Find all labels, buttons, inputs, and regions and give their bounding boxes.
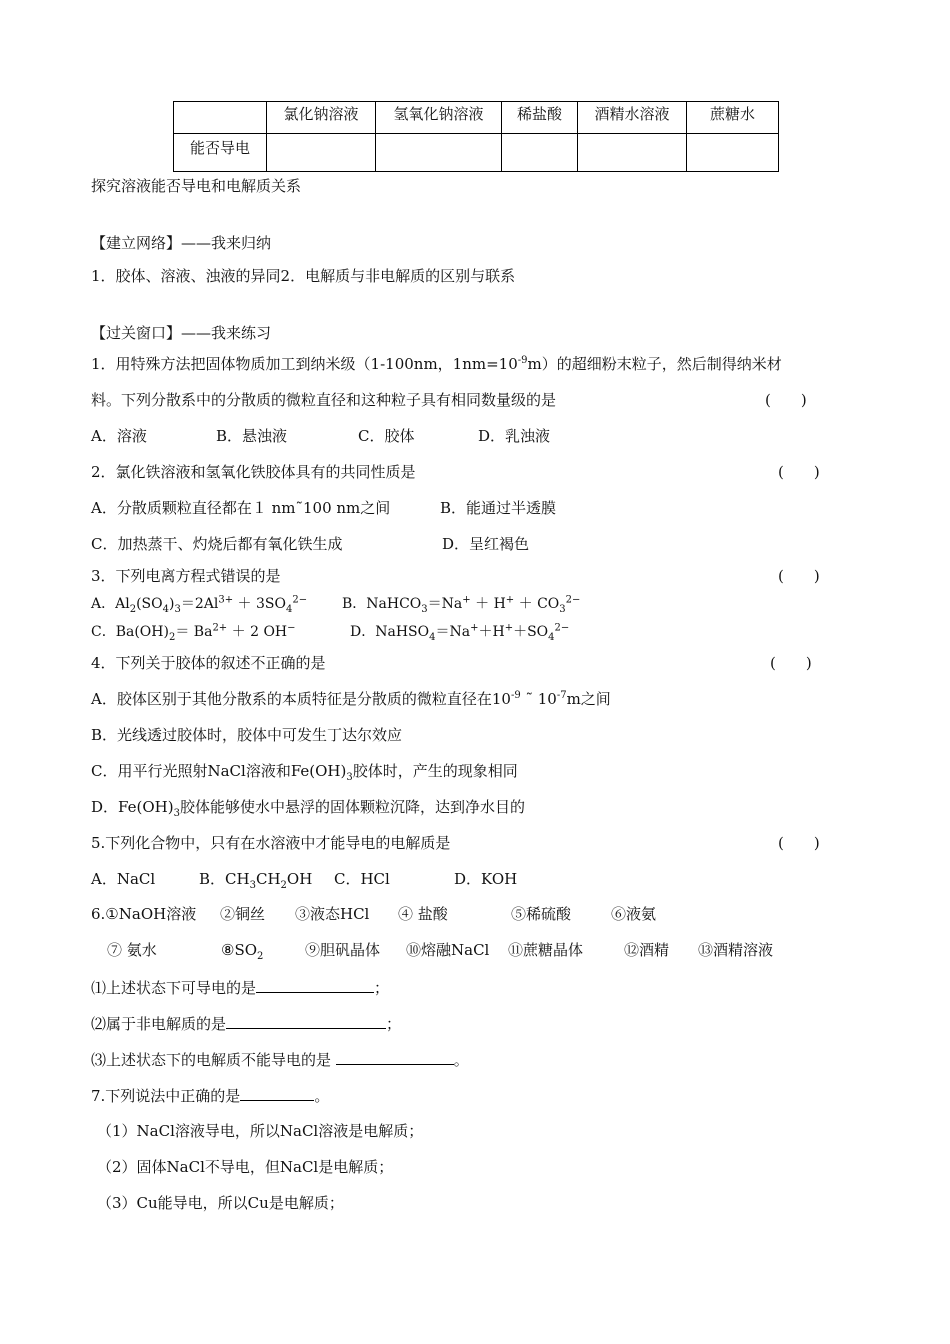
q7-stem: 7.下列说法中正确的是 。 [91, 1087, 330, 1105]
q1-option-b: B．悬浊液 [216, 427, 288, 445]
q5-option-a: A．NaCl [91, 870, 156, 888]
table-cell [578, 134, 687, 172]
table-header-cell: 稀盐酸 [502, 102, 578, 134]
q6-item: ④ 盐酸 [398, 905, 448, 923]
q6-item: ⑨胆矾晶体 [305, 941, 381, 959]
intro-text: 探究溶液能否导电和电解质关系 [91, 177, 302, 195]
q6-item: ⑫酒精 [624, 941, 670, 959]
q4-option-a: A．胶体区别于其他分散系的本质特征是分散质的微粒直径在$10^{-9}$ ˜ $10^{-7}m$之间 [91, 690, 611, 708]
q1-stem: 1．用特殊方法把固体物质加工到纳米级（1-100nm，$1nm=10^{-9}m$）的超细粉末粒子，然后制得纳米材 [91, 355, 782, 373]
practice-heading: 【过关窗口】——我来练习 [91, 324, 272, 342]
answer-blank[interactable] [256, 977, 374, 993]
q1-stem-line2: 料。下列分散系中的分散质的微粒直径和这种粒子具有相同数量级的是 [91, 391, 557, 409]
q2-option-c: C．加热蒸干、灼烧后都有氧化铁生成 [91, 535, 343, 553]
q4-stem: 4．下列关于胶体的叙述不正确的是 [91, 654, 326, 672]
q6-item: ⑤稀硫酸 [511, 905, 572, 923]
conductivity-table [173, 101, 779, 172]
q1-option-a: A．溶液 [91, 427, 147, 445]
table-header-cell: 氢氧化钠溶液 [376, 102, 502, 134]
q3-option-a: A．$Al_2(SO_4)_3=2Al^{3+} + 3SO_4^{2-}$ [91, 594, 308, 615]
q6-sub3: ⑶上述状态下的电解质不能导电的是 。 [91, 1051, 469, 1069]
table-header-cell: 氯化钠溶液 [267, 102, 376, 134]
q2-option-a: A．分散质颗粒直径都在１ nm˜100 nm之间 [91, 499, 391, 517]
q5-option-c: C．HCl [334, 870, 390, 888]
q3-option-b: B．NaHCO$_3$＝Na+ ＋ $H^+ + CO_3^{2-}$ [342, 594, 581, 615]
q4-option-d: D．$Fe(OH)_3$胶体能够使水中悬浮的固体颗粒沉降，达到净水目的 [91, 798, 525, 819]
q6-item: ⑪蔗糖晶体 [508, 941, 584, 959]
q5-stem: 5.下列化合物中，只有在水溶液中才能导电的电解质是 [91, 834, 451, 852]
table-corner-cell [174, 102, 267, 134]
q3-stem: 3．下列电离方程式错误的是 [91, 567, 281, 585]
answer-blank[interactable] [240, 1085, 314, 1101]
q2-answer-bracket: ( ) [778, 463, 820, 481]
q6-item: ⑩熔融NaCl [406, 941, 490, 959]
q6-item: $⑧SO_2$ [221, 941, 264, 962]
q2-option-b: B．能通过半透膜 [440, 499, 557, 517]
table-header-row [174, 102, 779, 134]
q5-answer-bracket: ( ) [778, 834, 820, 852]
table-cell [687, 134, 779, 172]
q3-answer-bracket: ( ) [778, 567, 820, 585]
q7-item: （1）NaCl溶液导电，所以NaCl溶液是电解质； [97, 1122, 424, 1140]
q2-stem: 2．氯化铁溶液和氢氧化铁胶体具有的共同性质是 [91, 463, 416, 481]
table-row-label: 能否导电 [174, 134, 267, 172]
table-header-cell: 蔗糖水 [687, 102, 779, 134]
q6-item: ③液态HCl [295, 905, 370, 923]
table-header-cell: 酒精水溶液 [578, 102, 687, 134]
answer-blank[interactable] [226, 1013, 386, 1029]
q1-option-c: C．胶体 [358, 427, 415, 445]
table-cell [502, 134, 578, 172]
table-cell [376, 134, 502, 172]
table-row [174, 134, 779, 172]
q6-item: ⑬酒精溶液 [698, 941, 774, 959]
q6-sub1: ⑴上述状态下可导电的是 ； [91, 979, 390, 997]
table-cell [267, 134, 376, 172]
q6-sub2: ⑵属于非电解质的是 ； [91, 1015, 402, 1033]
q1-option-d: D．乳浊液 [478, 427, 551, 445]
q3-option-d: D．$NaHSO_4=Na^++H^++SO_4^{2-}$ [350, 622, 570, 643]
q6-item: ⑦ 氨水 [107, 941, 157, 959]
network-line: 1．胶体、溶液、浊液的异同2．电解质与非电解质的区别与联系 [91, 267, 516, 285]
network-heading: 【建立网络】——我来归纳 [91, 234, 272, 252]
q3-option-c: C．$Ba(OH)_2= Ba^{2+} + 2$ OH− [91, 622, 296, 643]
q5-option-d: D．KOH [454, 870, 518, 888]
q1-answer-bracket: ( ) [765, 391, 807, 409]
q6-item: ⑥液氨 [611, 905, 657, 923]
q6-item: 6.①NaOH溶液 [91, 905, 197, 923]
q5-option-b: B．$CH_3CH_2OH$ [199, 870, 313, 891]
q4-option-c: C．用平行光照射NaCl溶液和$Fe(OH)_3$胶体时，产生的现象相同 [91, 762, 518, 783]
answer-blank[interactable] [336, 1049, 454, 1065]
q4-option-b: B．光线透过胶体时，胶体中可发生丁达尔效应 [91, 726, 403, 744]
q4-answer-bracket: ( ) [770, 654, 812, 672]
q2-option-d: D．呈红褐色 [442, 535, 530, 553]
q7-item: （3）Cu能导电，所以Cu是电解质； [97, 1194, 344, 1212]
q7-item: （2）固体NaCl不导电，但NaCl是电解质； [97, 1158, 394, 1176]
q6-item: ②铜丝 [220, 905, 266, 923]
